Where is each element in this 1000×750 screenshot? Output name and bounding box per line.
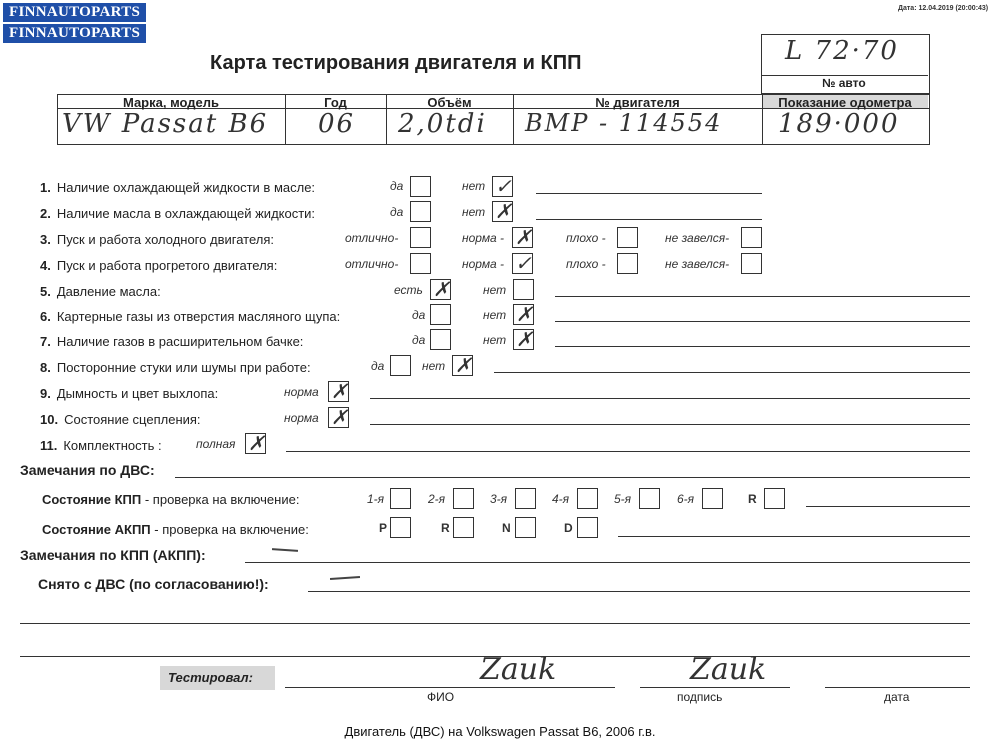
manual-gearbox-check: Состояние КПП - проверка на включение: — [42, 492, 300, 507]
gear-label-5: 5-я — [614, 492, 632, 506]
checkbox-no[interactable] — [513, 279, 534, 300]
checkbox-yes[interactable] — [430, 329, 451, 350]
check-mark: ✓ — [515, 251, 532, 275]
option-not-started: не завелся- — [665, 231, 730, 245]
checkbox-gear-park[interactable] — [390, 517, 411, 538]
option-normal: норма — [284, 385, 319, 399]
checklist-item-10: 10. Состояние сцепления: — [40, 412, 201, 427]
option-normal: норма - — [462, 231, 505, 245]
checkbox-yes[interactable] — [430, 304, 451, 325]
option-no: нет — [483, 333, 507, 347]
dash-mark — [272, 548, 298, 552]
checkbox-gear-reverse-auto[interactable] — [453, 517, 474, 538]
checkbox-bad[interactable] — [617, 253, 638, 274]
form-title: Карта тестирования двигателя и КПП — [210, 52, 582, 74]
watermark-logo-1: FINNAUTOPARTS — [3, 3, 146, 22]
table-cell-odometer: 189·000 — [778, 109, 900, 139]
notes-line — [536, 219, 762, 220]
notes-line — [806, 506, 970, 507]
gear-label-drive: D — [564, 521, 573, 535]
notes-line — [555, 346, 970, 347]
checkbox-normal[interactable] — [328, 407, 349, 428]
gear-label-6: 6-я — [677, 492, 695, 506]
checkbox-no[interactable] — [492, 201, 513, 222]
gear-label-2: 2-я — [428, 492, 446, 506]
checkbox-no[interactable] — [513, 304, 534, 325]
label-date: дата — [884, 690, 910, 704]
dash-mark — [330, 576, 360, 580]
checkbox-gear-5[interactable] — [639, 488, 660, 509]
check-mark: ✗ — [515, 225, 532, 249]
notes-line — [618, 536, 970, 537]
checklist-item-9: 9. Дымность и цвет выхлопа: — [40, 386, 219, 401]
checkbox-gear-3[interactable] — [515, 488, 536, 509]
notes-line — [286, 451, 970, 452]
table-header-model: Марка, модель — [122, 95, 220, 110]
checkbox-no[interactable] — [452, 355, 473, 376]
option-complete: полная — [196, 437, 236, 451]
option-bad: плохо - — [566, 231, 606, 245]
checklist-item-1: 1. Наличие охлаждающей жидкости в масле: — [40, 180, 316, 195]
option-yes: да — [412, 333, 426, 347]
notes-line — [370, 424, 970, 425]
notes-line — [555, 296, 970, 297]
option-yes: да — [390, 205, 404, 219]
checkbox-gear-1[interactable] — [390, 488, 411, 509]
checkbox-not-started[interactable] — [741, 227, 762, 248]
option-no: нет — [483, 283, 507, 297]
checkbox-gear-reverse[interactable] — [764, 488, 785, 509]
gear-label-4: 4-я — [552, 492, 570, 506]
auto-number-value: L 72·70 — [785, 36, 899, 66]
option-no: нет — [462, 179, 486, 193]
table-cell-engine-number: BMP - 114554 — [525, 109, 723, 137]
option-yes: да — [390, 179, 404, 193]
notes-line — [555, 321, 970, 322]
checklist-item-4: 4. Пуск и работа прогретого двигателя: — [40, 258, 278, 273]
signature-line-date — [825, 687, 970, 688]
tested-by-label: Тестировал: — [168, 670, 253, 685]
notes-line — [308, 591, 970, 592]
section-gearbox-remarks: Замечания по КПП (АКПП): — [20, 547, 206, 563]
table-header-volume: Объём — [427, 95, 472, 110]
checkbox-gear-neutral[interactable] — [515, 517, 536, 538]
check-mark: ✗ — [331, 405, 348, 429]
checkbox-complete[interactable] — [245, 433, 266, 454]
signature-line-fio — [285, 687, 615, 688]
checklist-item-8: 8. Посторонние стуки или шумы при работе: — [40, 360, 311, 375]
check-mark: ✗ — [516, 327, 533, 351]
table-header-engine-number: № двигателя — [595, 95, 680, 110]
check-mark: ✗ — [455, 353, 472, 377]
option-yes: да — [371, 359, 385, 373]
gear-label-neutral: N — [502, 521, 511, 535]
table-cell-year: 06 — [318, 109, 356, 139]
notes-line — [20, 623, 970, 624]
auto-number-label: № авто — [822, 76, 866, 90]
notes-line — [175, 477, 970, 478]
option-no: нет — [462, 205, 486, 219]
checkbox-gear-2[interactable] — [453, 488, 474, 509]
notes-line — [370, 398, 970, 399]
checklist-item-3: 3. Пуск и работа холодного двигателя: — [40, 232, 274, 247]
option-bad: плохо - — [566, 257, 606, 271]
header-date: Дата: 12.04.2019 (20:00:43) — [898, 5, 989, 12]
option-not-started: не завелся- — [665, 257, 730, 271]
option-excellent: отлично- — [345, 231, 399, 245]
checkbox-not-started[interactable] — [741, 253, 762, 274]
option-no: нет — [422, 359, 446, 373]
check-mark: ✗ — [248, 431, 265, 455]
checkbox-normal[interactable] — [328, 381, 349, 402]
handwritten-signature: Zauk — [690, 652, 767, 687]
label-signature: подпись — [677, 690, 723, 704]
signature-line-sign — [640, 687, 790, 688]
gear-label-3: 3-я — [490, 492, 508, 506]
check-mark: ✗ — [495, 199, 512, 223]
checkbox-normal[interactable] — [512, 253, 533, 274]
gear-label-reverse: R — [441, 521, 450, 535]
checklist-item-6: 6. Картерные газы из отверстия масляного щупа: — [40, 309, 341, 324]
image-caption: Двигатель (ДВС) на Volkswagen Passat B6, 2006 г.в. — [344, 724, 656, 739]
checklist-item-11: 11. Комплектность : — [40, 438, 162, 453]
check-mark: ✗ — [516, 302, 533, 326]
checkbox-normal[interactable] — [512, 227, 533, 248]
section-engine-remarks: Замечания по ДВС: — [20, 462, 155, 478]
table-cell-model: VW Passat B6 — [62, 109, 269, 139]
check-mark: ✗ — [433, 277, 450, 301]
check-mark: ✓ — [495, 174, 512, 198]
checkbox-excellent[interactable] — [410, 227, 431, 248]
option-present: есть — [394, 283, 423, 297]
option-excellent: отлично- — [345, 257, 399, 271]
checkbox-no[interactable] — [492, 176, 513, 197]
notes-line — [536, 193, 762, 194]
watermark-logo-2: FINNAUTOPARTS — [3, 24, 146, 43]
option-normal: норма — [284, 411, 319, 425]
gear-label-park: P — [379, 521, 388, 535]
table-header-odometer: Показание одометра — [778, 95, 912, 110]
table-header-year: Год — [324, 95, 347, 110]
checkbox-gear-drive[interactable] — [577, 517, 598, 538]
checklist-item-7: 7. Наличие газов в расширительном бачке: — [40, 334, 304, 349]
gear-label-reverse: R — [748, 492, 757, 506]
table-cell-volume: 2,0tdi — [398, 109, 487, 139]
option-no: нет — [483, 308, 507, 322]
notes-line — [494, 372, 970, 373]
checklist-item-2: 2. Наличие масла в охлаждающей жидкости: — [40, 206, 316, 221]
option-yes: да — [412, 308, 426, 322]
checkbox-yes[interactable] — [410, 201, 431, 222]
check-mark: ✗ — [331, 379, 348, 403]
section-removed-parts: Снято с ДВС (по согласованию!): — [38, 576, 269, 592]
option-normal: норма - — [462, 257, 505, 271]
checklist-item-5: 5. Давление масла: — [40, 284, 161, 299]
notes-line — [245, 562, 970, 563]
label-fio: ФИО — [427, 690, 455, 704]
checkbox-bad[interactable] — [617, 227, 638, 248]
checkbox-gear-4[interactable] — [577, 488, 598, 509]
fio-signature: Zauk — [480, 652, 557, 687]
checkbox-excellent[interactable] — [410, 253, 431, 274]
checkbox-yes[interactable] — [390, 355, 411, 376]
checkbox-no[interactable] — [513, 329, 534, 350]
checkbox-gear-6[interactable] — [702, 488, 723, 509]
automatic-gearbox-check: Состояние АКПП - проверка на включение: — [42, 522, 309, 537]
checkbox-present[interactable] — [430, 279, 451, 300]
gear-label-1: 1-я — [367, 492, 385, 506]
checkbox-yes[interactable] — [410, 176, 431, 197]
